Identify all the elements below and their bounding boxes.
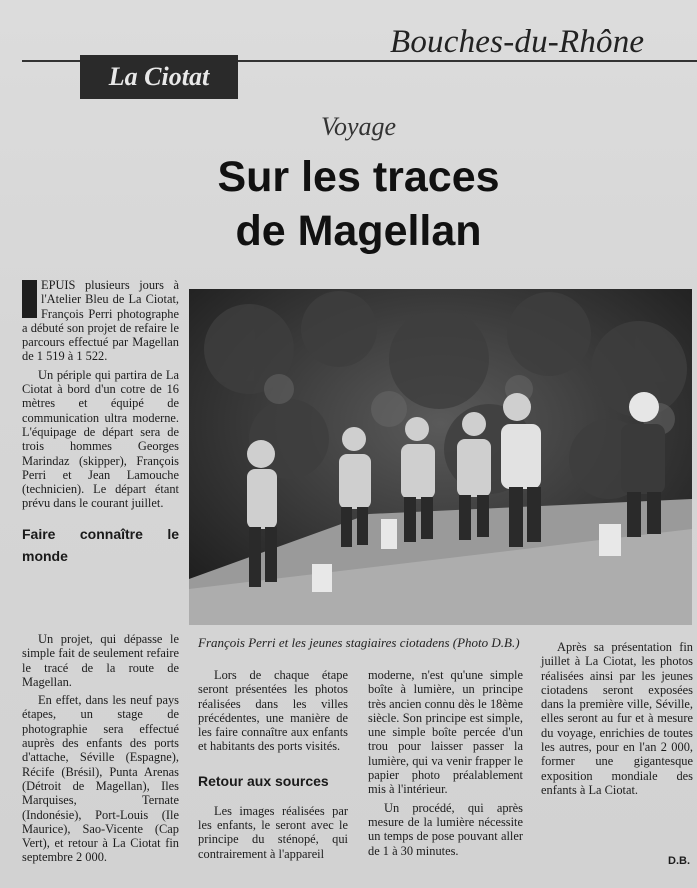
subhead-retour-aux-sources: Retour aux sources xyxy=(198,772,329,789)
column-4 xyxy=(541,640,693,801)
author-signature: D.B. xyxy=(668,855,690,867)
city-tag: La Ciotat xyxy=(80,55,238,99)
paragraph-7: moderne, n'est qu'une simple boîte à lumière, un principe très ancien connu dès le 18ème siècle. Son principe est simple, une simple boîte percée d'un trou pour laisser passer la lumière, qui va venir frapper le papier photo préalablement mis à l'intérieur. xyxy=(368,668,523,797)
article-headline xyxy=(0,150,697,258)
column-left xyxy=(22,278,179,581)
article-kicker: Voyage xyxy=(320,112,397,141)
paragraph-8: Un procédé, qui après mesure de la lumière nécessite un temps de pose pouvant aller de 1 à 30 minutes. xyxy=(368,800,523,858)
photo-illustration xyxy=(189,289,692,625)
column-left-bottom xyxy=(22,632,179,869)
subhead-faire-connaitre: Faire connaître le monde xyxy=(22,525,179,564)
paragraph-6: Les images réalisées par les enfants, le seront avec le principe du sténopé, qui contrairement à l'appareil xyxy=(198,803,348,861)
paragraph-4: En effet, dans les neuf pays étapes, un stage de photographie sera effectué auprès des enfants des ports d'attache, Séville (Espagne), Récife (Brésil), Punta Arenas (Détroit de Magellan), Iles Marquises, Ternate (Indonésie), Port-Louis (Ile Maurice), Sao-Vicente (Cap Vert), et retour à La Ciotat fin septembre 2 000. xyxy=(22,693,179,865)
photo-caption: François Perri et les jeunes stagiaires ciotadens (Photo D.B.) xyxy=(198,635,520,650)
drop-cap xyxy=(22,280,37,318)
paragraph-5: Lors de chaque étape seront présentées les photos réalisées dans les villes précédentes, une manière de les faire connaître aux enfants et habitants des ports visités. xyxy=(198,668,348,754)
paragraph-3: Un projet, qui dépasse le simple fait de seulement refaire le tracé de la route de Magellan. xyxy=(22,632,179,689)
headline-line-2: de Magellan xyxy=(235,207,482,255)
region-title: Bouches-du-Rhône xyxy=(390,24,645,60)
column-3 xyxy=(368,668,523,862)
headline-line-1: Sur les traces xyxy=(217,153,500,201)
column-2 xyxy=(198,668,348,865)
article-photo xyxy=(189,289,692,625)
paragraph-9: Après sa présentation fin juillet à La Ciotat, les photos réalisées ainsi par les jeunes ciotadens seront exposées dans la première ville, Séville, elles seront au fur et à mesure du voyage, enrichies de toutes les autres, pour en l'an 2 000, former une gigantesque exposition mondiale des enfants à La Ciotat. xyxy=(541,640,693,797)
paragraph-2: Un périple qui partira de La Ciotat à bord d'un cotre de 16 mètres et équipé de communication ultra moderne. L'équipage de départ sera de trois hommes Georges Marindaz (skipper), François Perri et Jean Lamouche (technicien). Le départ étant prévu dans le courant juillet. xyxy=(22,367,179,511)
intro-paragraph: EPUIS plusieurs jours à l'Atelier Bleu de La Ciotat, François Perri photographe a débuté son projet de refaire le parcours effectué par Magellan de 1 519 à 1 522. xyxy=(22,278,179,364)
